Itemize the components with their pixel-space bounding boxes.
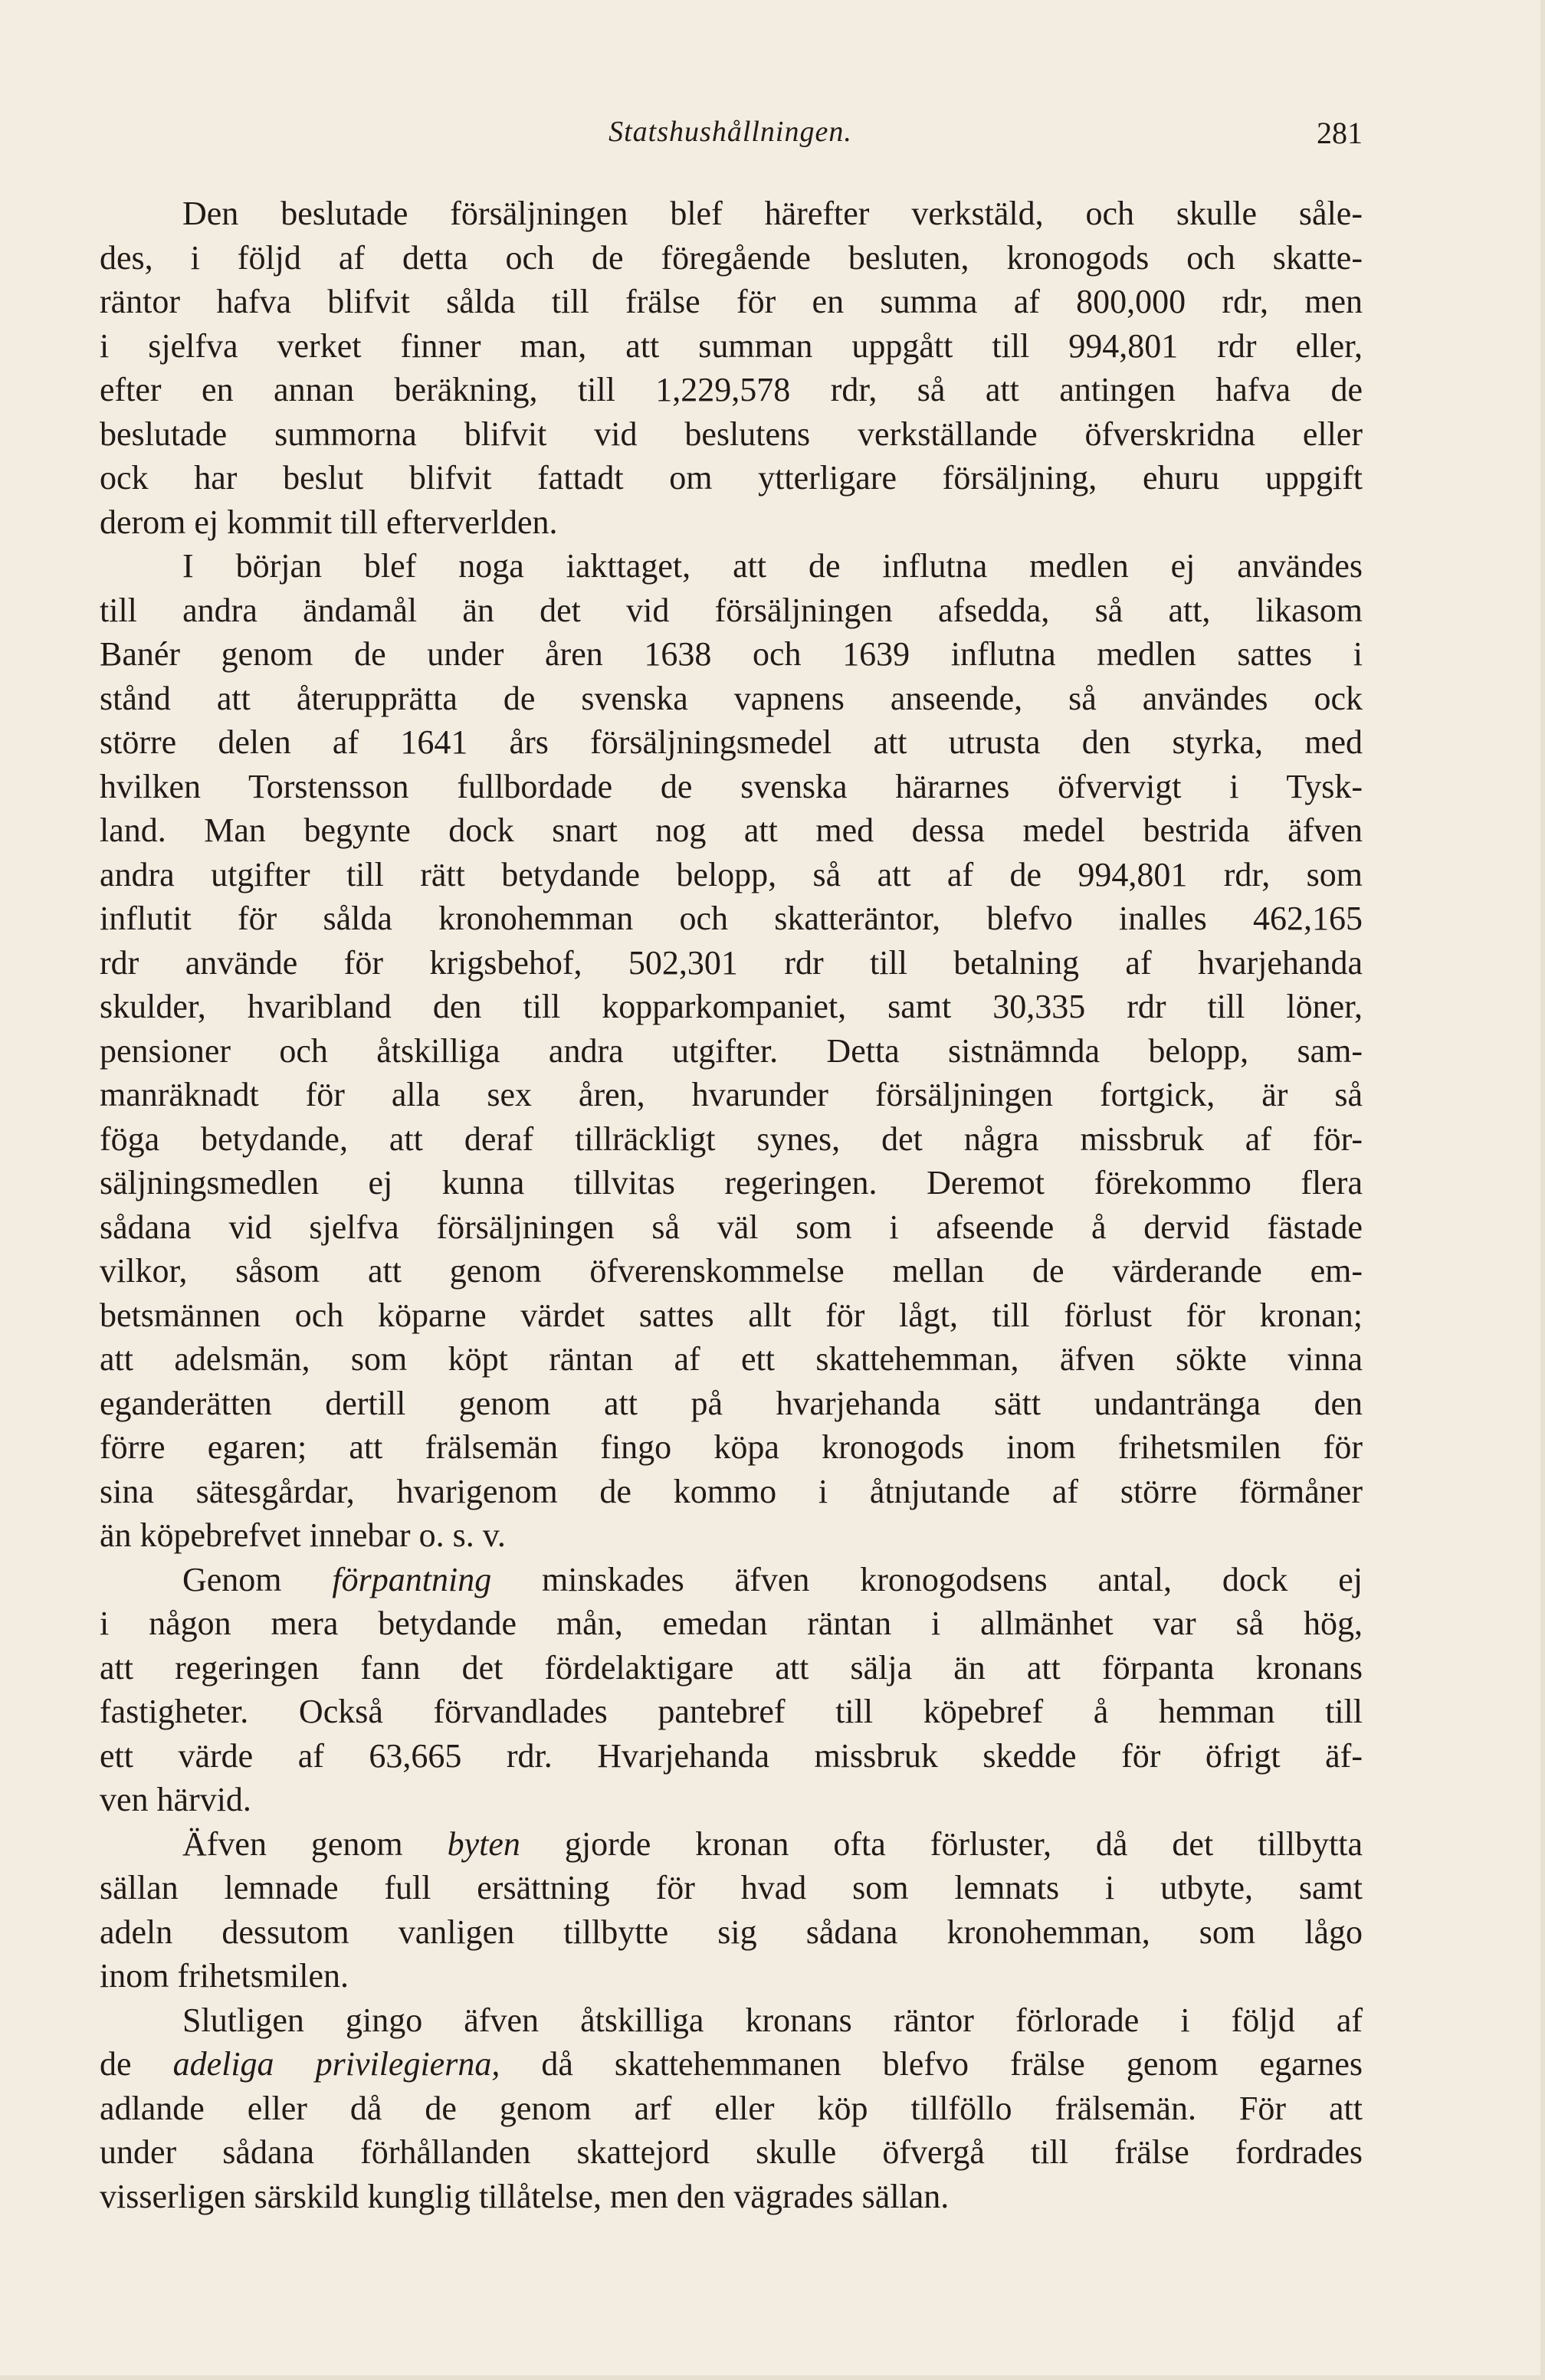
text-line: ven härvid.	[100, 1781, 251, 1818]
text-line: inom frihetsmilen.	[100, 1957, 349, 1995]
page-number: 281	[1317, 116, 1363, 150]
text-line: till andra ändamål än det vid försäljningen afsedda, så att, likasom	[100, 591, 1363, 629]
running-title: Statshushållningen.	[608, 116, 852, 148]
text-line: des, i följd af detta och de föregående besluten, kronogods och skatte-	[100, 238, 1363, 277]
running-head	[98, 115, 1363, 161]
text-line: fastigheter. Också förvandlades pantebref till köpebref å hemman till	[100, 1693, 1363, 1730]
text-run: gjorde kronan ofta förluster, då det tillbytta	[520, 1824, 1363, 1863]
text-line: ett värde af 63,665 rdr. Hvarjehanda missbruk skedde för öfrigt äf-	[100, 1736, 1363, 1775]
emphasis-forpantning: förpantning	[332, 1560, 492, 1598]
paragraph-1	[100, 192, 1363, 544]
text-line: säljningsmedlen ej kunna tillvitas regeringen. Deremot förekommo flera	[100, 1164, 1363, 1201]
text-line: i någon mera betydande mån, emedan räntan i allmänhet var så hög,	[100, 1605, 1363, 1642]
text-run: då skattehemmanen blefvo frälse genom egarnes	[500, 2045, 1363, 2083]
paragraph-2	[100, 544, 1363, 1558]
text-line	[100, 1558, 1363, 1602]
text-line: adlande eller då de genom arf eller köp tillföllo frälsemän. För att	[100, 2089, 1363, 2127]
text-line: föga betydande, att deraf tillräckligt synes, det några missbruk af för-	[100, 1120, 1363, 1158]
text-line: skulder, hvaribland den till kopparkompaniet, samt 30,335 rdr till löner,	[100, 988, 1363, 1025]
paragraph-5	[100, 1998, 1363, 2219]
text-line: pensioner och åtskilliga andra utgifter. Detta sistnämnda belopp, sam-	[100, 1031, 1363, 1070]
text-line: sådana vid sjelfva försäljningen så väl som i afseende å dervid fästade	[100, 1208, 1363, 1246]
text-line: sina sätesgårdar, hvarigenom de kommo i åtnjutande af större förmåner	[100, 1472, 1363, 1510]
text-line: eganderätten dertill genom att på hvarjehanda sätt undantränga den	[100, 1384, 1363, 1422]
text-line: ock har beslut blifvit fattadt om ytterligare försäljning, ehuru uppgift	[100, 459, 1363, 497]
emphasis-adeliga-privilegierna: adeliga privilegierna,	[172, 2045, 500, 2083]
text-run: minskades äfven kronogodsens antal, dock ej	[491, 1560, 1363, 1598]
text-line: sällan lemnade full ersättning för hvad som lemnats i utbyte, samt	[100, 1869, 1363, 1906]
text-line: influtit för sålda kronohemman och skatteräntor, blefvo inalles 462,165	[100, 900, 1363, 937]
text-run: Genom	[182, 1560, 333, 1598]
text-line: andra utgifter till rätt betydande belopp, så att af de 994,801 rdr, som	[100, 855, 1363, 893]
text-line	[100, 2042, 1363, 2087]
body-text	[100, 192, 1363, 2218]
text-line: än köpebrefvet innebar o. s. v.	[100, 1516, 506, 1554]
text-line: manräknadt för alla sex åren, hvarunder försäljningen fortgick, är så	[100, 1076, 1363, 1113]
text-line: att adelsmän, som köpt räntan af ett skattehemman, äfven sökte vinna	[100, 1340, 1363, 1378]
text-line: förre egaren; att frälsemän fingo köpa kronogods inom frihetsmilen för	[100, 1428, 1363, 1466]
text-line: större delen af 1641 års försäljningsmedel att utrusta den styrka, med	[100, 723, 1363, 761]
text-line: efter en annan beräkning, till 1,229,578 rdr, så att antingen hafva de	[100, 371, 1363, 408]
text-line: beslutade summorna blifvit vid beslutens verkställande öfverskridna eller	[100, 415, 1363, 453]
text-line: Banér genom de under åren 1638 och 1639 influtna medlen sattes i	[100, 635, 1363, 673]
text-line: derom ej kommit till efterverlden.	[100, 503, 558, 541]
text-line: vilkor, såsom att genom öfverenskommelse mellan de värderande em-	[100, 1252, 1363, 1290]
paragraph-3	[100, 1558, 1363, 1822]
text-line: Slutligen gingo äfven åtskilliga kronans räntor förlorade i följd af	[182, 2001, 1363, 2039]
text-line: adeln dessutom vanligen tillbytte sig sådana kronohemman, som lågo	[100, 1913, 1363, 1951]
text-line: hvilken Torstensson fullbordade de svenska härarnes öfvervigt i Tysk-	[100, 767, 1363, 805]
text-line: betsmännen och köparne värdet sattes allt för lågt, till förlust för kronan;	[100, 1296, 1363, 1334]
text-line: räntor hafva blifvit sålda till frälse för en summa af 800,000 rdr, men	[100, 283, 1363, 320]
text-line	[100, 1822, 1363, 1867]
text-run: Äfven genom	[182, 1824, 448, 1863]
text-line: i sjelfva verket finner man, att summan uppgått till 994,801 rdr eller,	[100, 326, 1363, 365]
emphasis-byten: byten	[447, 1824, 520, 1863]
text-line: Den beslutade försäljningen blef härefter verkstäld, och skulle såle-	[182, 195, 1363, 232]
text-line: stånd att återupprätta de svenska vapnens anseende, så användes ock	[100, 679, 1363, 717]
text-line: land. Man begynte dock snart nog att med dessa medel bestrida äfven	[100, 811, 1363, 849]
text-line: visserligen särskild kunglig tillåtelse, men den vägrades sällan.	[100, 2177, 950, 2215]
text-run: de	[100, 2045, 173, 2083]
text-line: rdr använde för krigsbehof, 502,301 rdr till betalning af hvarjehanda	[100, 943, 1363, 982]
paragraph-4	[100, 1822, 1363, 1998]
text-line: under sådana förhållanden skattejord skulle öfvergå till frälse fordrades	[100, 2133, 1363, 2171]
text-line: att regeringen fann det fördelaktigare att sälja än att förpanta kronans	[100, 1648, 1363, 1687]
text-line: I början blef noga iakttaget, att de influtna medlen ej användes	[182, 547, 1363, 585]
